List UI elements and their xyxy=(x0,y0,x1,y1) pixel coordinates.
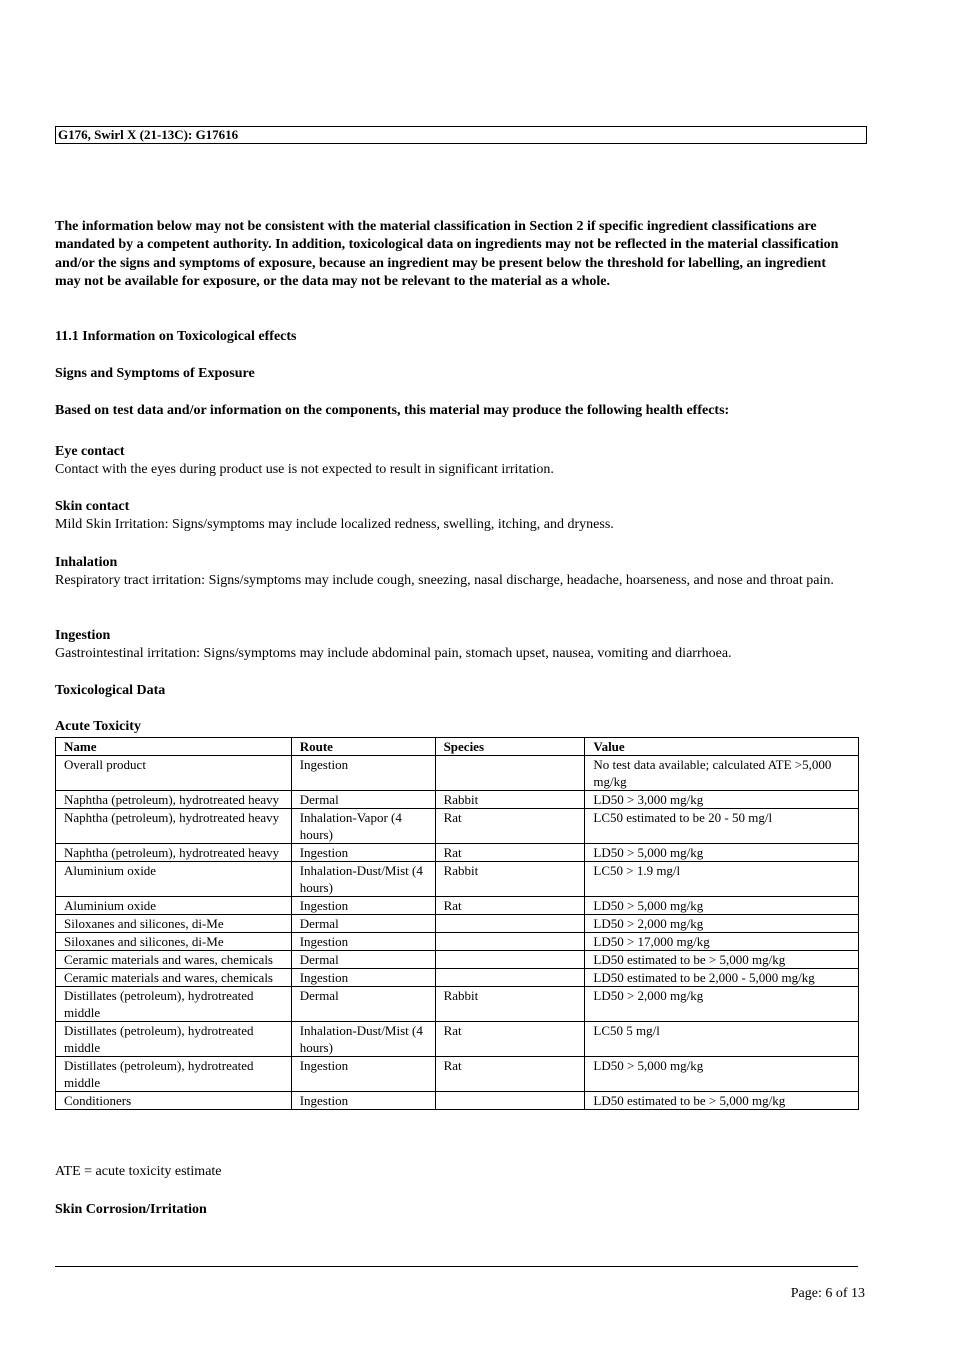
table-row xyxy=(56,969,859,987)
cell-value: LD50 > 2,000 mg/kg xyxy=(585,987,859,1022)
cell-name: Aluminium oxide xyxy=(56,897,292,915)
skin-corrosion-title: Skin Corrosion/Irritation xyxy=(55,1202,207,1217)
cell-route: Inhalation-Vapor (4 hours) xyxy=(291,809,435,844)
skin-contact-text: Mild Skin Irritation: Signs/symptoms may include localized redness, swelling, itching, and dryness. xyxy=(55,517,614,532)
cell-species xyxy=(435,1092,585,1110)
cell-name: Overall product xyxy=(56,756,292,791)
cell-species: Rabbit xyxy=(435,987,585,1022)
based-on-statement: Based on test data and/or information on the components, this material may produce the following health effects: xyxy=(55,403,730,418)
cell-species xyxy=(435,933,585,951)
acute-toxicity-title: Acute Toxicity xyxy=(55,719,141,734)
cell-value: LD50 estimated to be 2,000 - 5,000 mg/kg xyxy=(585,969,859,987)
eye-contact-heading: Eye contact xyxy=(55,444,125,459)
cell-name: Aluminium oxide xyxy=(56,862,292,897)
cell-value: LD50 > 5,000 mg/kg xyxy=(585,1057,859,1092)
table-row xyxy=(56,809,859,844)
document-header: G176, Swirl X (21-13C): G17616 xyxy=(55,126,867,144)
table-row xyxy=(56,791,859,809)
cell-route: Inhalation-Dust/Mist (4 hours) xyxy=(291,1022,435,1057)
footer-rule xyxy=(55,1266,858,1267)
cell-value: LC50 estimated to be 20 - 50 mg/l xyxy=(585,809,859,844)
cell-value: LD50 > 3,000 mg/kg xyxy=(585,791,859,809)
page-number: Page: 6 of 13 xyxy=(790,1286,865,1301)
ingestion-text: Gastrointestinal irritation: Signs/symptoms may include abdominal pain, stomach upset, nausea, vomiting and diarrhoea. xyxy=(55,646,732,661)
column-header-name: Name xyxy=(56,738,292,756)
table-row xyxy=(56,756,859,791)
cell-value: LD50 > 5,000 mg/kg xyxy=(585,844,859,862)
skin-contact-heading: Skin contact xyxy=(55,499,130,514)
cell-value: LD50 > 17,000 mg/kg xyxy=(585,933,859,951)
cell-route: Inhalation-Dust/Mist (4 hours) xyxy=(291,862,435,897)
cell-route: Ingestion xyxy=(291,969,435,987)
ingestion-heading: Ingestion xyxy=(55,628,111,643)
cell-value: LC50 > 1.9 mg/l xyxy=(585,862,859,897)
cell-name: Distillates (petroleum), hydrotreated middle xyxy=(56,1022,292,1057)
table-row xyxy=(56,951,859,969)
eye-contact-block xyxy=(55,443,865,479)
cell-value: LD50 > 2,000 mg/kg xyxy=(585,915,859,933)
table-row xyxy=(56,987,859,1022)
cell-route: Ingestion xyxy=(291,1092,435,1110)
cell-name: Ceramic materials and wares, chemicals xyxy=(56,951,292,969)
cell-species: Rat xyxy=(435,1057,585,1092)
cell-name: Conditioners xyxy=(56,1092,292,1110)
table-header-row xyxy=(56,738,859,756)
cell-species: Rabbit xyxy=(435,862,585,897)
cell-name: Naphtha (petroleum), hydrotreated heavy xyxy=(56,809,292,844)
cell-route: Dermal xyxy=(291,791,435,809)
cell-value: LD50 > 5,000 mg/kg xyxy=(585,897,859,915)
cell-name: Siloxanes and silicones, di-Me xyxy=(56,933,292,951)
table-row xyxy=(56,1022,859,1057)
cell-species: Rat xyxy=(435,844,585,862)
cell-species xyxy=(435,915,585,933)
cell-name: Naphtha (petroleum), hydrotreated heavy xyxy=(56,791,292,809)
cell-route: Ingestion xyxy=(291,933,435,951)
cell-route: Ingestion xyxy=(291,844,435,862)
cell-name: Distillates (petroleum), hydrotreated middle xyxy=(56,987,292,1022)
cell-name: Distillates (petroleum), hydrotreated middle xyxy=(56,1057,292,1092)
cell-route: Ingestion xyxy=(291,1057,435,1092)
section-title: 11.1 Information on Toxicological effects xyxy=(55,329,297,344)
cell-species: Rabbit xyxy=(435,791,585,809)
column-header-value: Value xyxy=(585,738,859,756)
cell-species xyxy=(435,969,585,987)
intro-paragraph: The information below may not be consistent with the material classification in Section 2 if specific ingredient classifications are mandated by a competent authority. In addition, toxicological data on ingredients may not be reflected in the material classification and/or the signs and symptoms of exposure, because an ingredient may be present below the threshold for labelling, an ingredient may not be available for exposure, or the data may not be relevant to the material as a whole. xyxy=(55,219,839,290)
table-row xyxy=(56,844,859,862)
cell-name: Siloxanes and silicones, di-Me xyxy=(56,915,292,933)
table-row xyxy=(56,1092,859,1110)
cell-species: Rat xyxy=(435,897,585,915)
column-header-species: Species xyxy=(435,738,585,756)
cell-route: Dermal xyxy=(291,987,435,1022)
table-row xyxy=(56,897,859,915)
skin-contact-block xyxy=(55,498,865,534)
ingestion-block xyxy=(55,627,865,663)
cell-route: Ingestion xyxy=(291,756,435,791)
acute-toxicity-table xyxy=(55,737,859,1110)
table-row xyxy=(56,915,859,933)
inhalation-heading: Inhalation xyxy=(55,555,118,570)
table-row xyxy=(56,862,859,897)
cell-species xyxy=(435,756,585,791)
cell-route: Ingestion xyxy=(291,897,435,915)
cell-name: Naphtha (petroleum), hydrotreated heavy xyxy=(56,844,292,862)
column-header-route: Route xyxy=(291,738,435,756)
inhalation-block xyxy=(55,554,855,590)
inhalation-text: Respiratory tract irritation: Signs/symptoms may include cough, sneezing, nasal discharge, headache, hoarseness, and nose and throat pain. xyxy=(55,573,834,588)
cell-value: LD50 estimated to be > 5,000 mg/kg xyxy=(585,951,859,969)
table-row xyxy=(56,1057,859,1092)
ate-note: ATE = acute toxicity estimate xyxy=(55,1164,222,1179)
eye-contact-text: Contact with the eyes during product use is not expected to result in significant irritation. xyxy=(55,462,554,477)
table-row xyxy=(56,933,859,951)
cell-route: Dermal xyxy=(291,915,435,933)
cell-route: Dermal xyxy=(291,951,435,969)
toxicological-data-title: Toxicological Data xyxy=(55,683,166,698)
cell-value: LD50 estimated to be > 5,000 mg/kg xyxy=(585,1092,859,1110)
cell-species xyxy=(435,951,585,969)
cell-name: Ceramic materials and wares, chemicals xyxy=(56,969,292,987)
signs-title: Signs and Symptoms of Exposure xyxy=(55,366,255,381)
cell-value: LC50 5 mg/l xyxy=(585,1022,859,1057)
cell-value: No test data available; calculated ATE >5,000 mg/kg xyxy=(585,756,859,791)
cell-species: Rat xyxy=(435,809,585,844)
cell-species: Rat xyxy=(435,1022,585,1057)
